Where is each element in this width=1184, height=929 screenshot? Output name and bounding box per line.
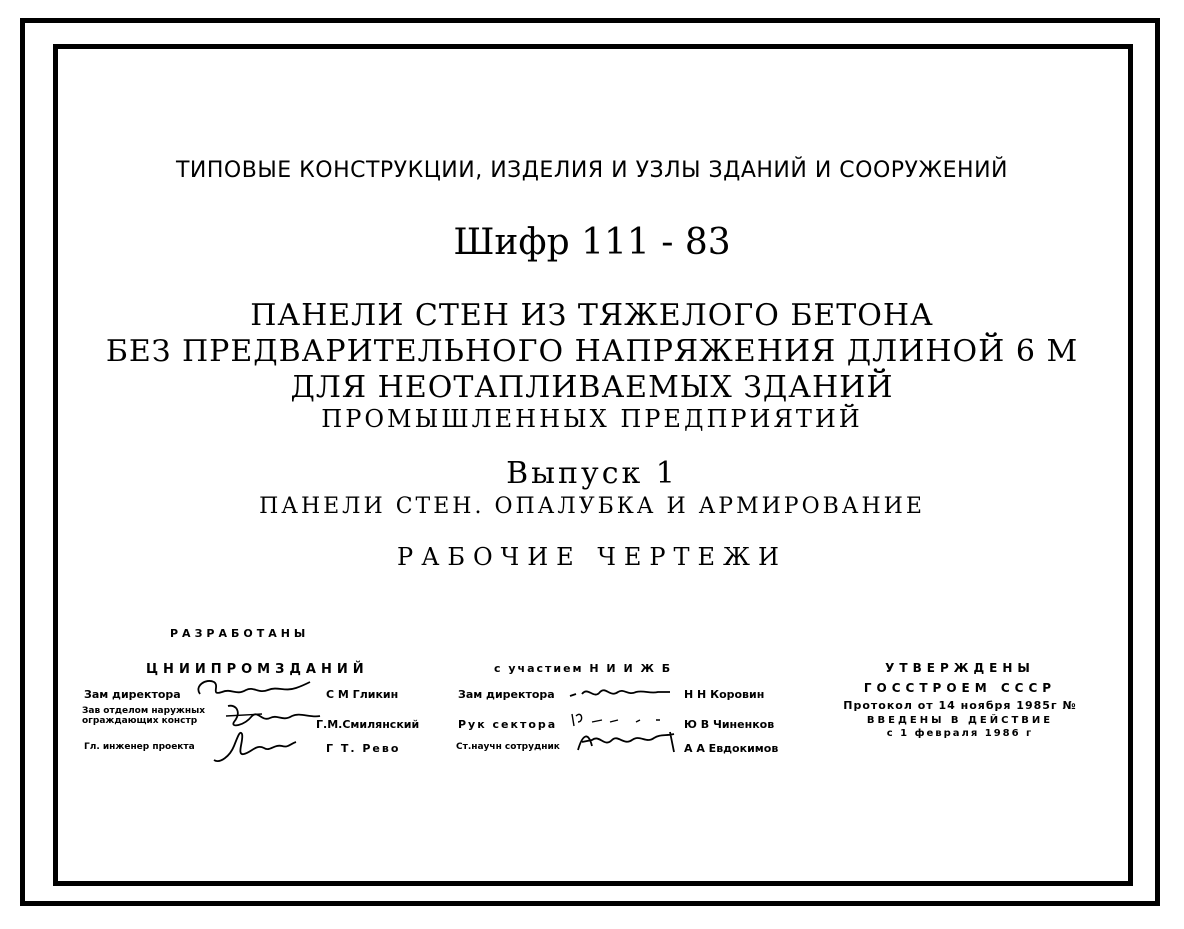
dev-name-1: С М Гликин: [326, 688, 399, 701]
title-line-4: ПРОМЫШЛЕННЫХ ПРЕДПРИЯТИЙ: [321, 405, 863, 433]
dev-name-2: Г.М.Смилянский: [316, 718, 420, 731]
title-line-3: ДЛЯ НЕОТАПЛИВАЕМЫХ ЗДАНИЙ: [290, 370, 894, 405]
document-type: РАБОЧИЕ ЧЕРТЕЖИ: [397, 543, 787, 571]
dev-name-3: Г Т. Рево: [326, 742, 401, 755]
part-role-3: Ст.научн сотрудник: [456, 742, 560, 752]
effective-date: с 1 февраля 1986 г: [886, 728, 1034, 739]
developed-label: РАЗРАБОТАНЫ: [170, 627, 310, 640]
participation-label: с участием Н И И Ж Б: [494, 662, 673, 675]
signature-glikin: [192, 676, 312, 702]
approved-by: ГОССТРОЕМ СССР: [863, 681, 1057, 695]
signature-korovin: [566, 682, 676, 704]
part-role-1: Зам директора: [458, 688, 555, 701]
effective-label: ВВЕДЕНЫ В ДЕЙСТВИЕ: [866, 715, 1054, 726]
developer-org: ЦНИИПРОМЗДАНИЙ: [146, 662, 369, 677]
part-role-2: Рук сектора: [458, 718, 558, 731]
issue-subtitle: ПАНЕЛИ СТЕН. ОПАЛУБКА И АРМИРОВАНИЕ: [259, 494, 925, 519]
approval-protocol: Протокол от 14 ноября 1985г №: [843, 699, 1077, 712]
approval-block: [800, 658, 1120, 740]
dev-role-2b: ограждающих констр: [82, 716, 198, 726]
dev-role-2a: Зав отделом наружных: [82, 706, 206, 716]
dev-role-1: Зам директора: [84, 688, 181, 701]
part-name-2: Ю В Чиненков: [684, 718, 775, 731]
signature-evdokimov: [574, 726, 684, 760]
series-title: ТИПОВЫЕ КОНСТРУКЦИИ, ИЗДЕЛИЯ И УЗЛЫ ЗДАНИЙ И СООРУЖЕНИЙ: [175, 158, 1008, 183]
cipher-code: Шифр 111 - 83: [453, 222, 731, 263]
title-line-1: ПАНЕЛИ СТЕН ИЗ ТЯЖЕЛОГО БЕТОНА: [250, 298, 934, 333]
approved-label: УТВЕРЖДЕНЫ: [885, 661, 1035, 675]
issue-label: Выпуск 1: [506, 456, 678, 491]
dev-role-3: Гл. инженер проекта: [84, 742, 195, 752]
signature-revo: [210, 726, 300, 766]
title-line-2: БЕЗ ПРЕДВАРИТЕЛЬНОГО НАПРЯЖЕНИЯ ДЛИНОЙ 6 М: [105, 334, 1079, 369]
part-name-1: Н Н Коровин: [684, 688, 765, 701]
part-name-3: А А Евдокимов: [684, 742, 779, 755]
